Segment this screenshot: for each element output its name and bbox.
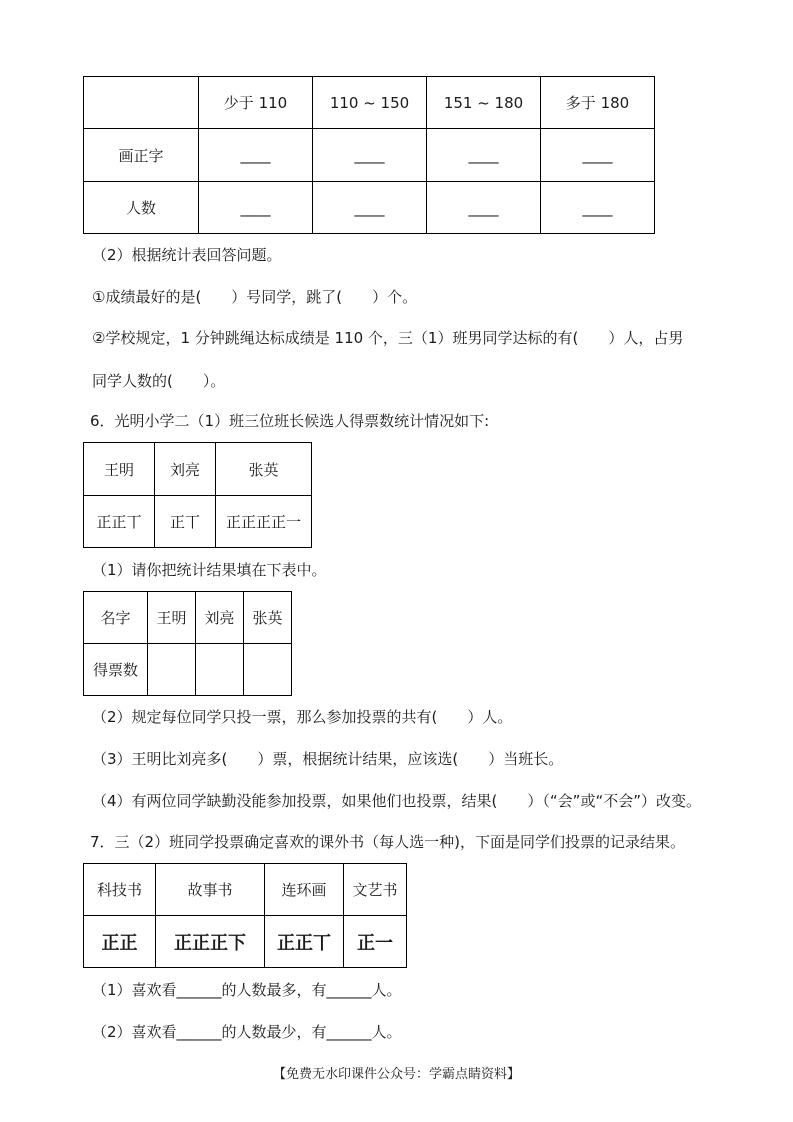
table1-blank-cell[interactable]: ____ [199,129,313,182]
q5-item2-line1: ②学校规定，1 分钟跳绳达标成绩是 110 个，三（1）班男同学达标的有( ）人，占男 [92,329,684,347]
table1-blank-cell[interactable]: ____ [427,182,541,234]
q7-book-table [83,863,407,968]
q6-fill-header-label: 名字 [84,592,148,644]
q6-fill-table [83,591,292,696]
q6-fill-blank[interactable] [244,644,292,696]
q6-part3: （3）王明比刘亮多( ）票，根据统计结果，应该选( ）当班长。 [92,750,564,768]
q6-part2: （2）规定每位同学只投一票，那么参加投票的共有( ）人。 [92,708,513,726]
table1-blank-cell[interactable]: ____ [199,182,313,234]
table1-header-empty [84,77,199,129]
q6-name-cell: 张英 [216,443,312,496]
score-range-table [83,76,655,234]
q7-category: 科技书 [84,864,156,916]
q5-item1: ①成绩最好的是( ）号同学，跳了( ）个。 [92,288,418,306]
q7-tally-cell: 正正 [84,916,156,968]
q5-part2: （2）根据统计表回答问题。 [92,246,282,264]
table1-row-label: 人数 [84,182,199,234]
q5-item2-line2: 同学人数的( ）。 [92,372,226,390]
q6-name-cell: 王明 [84,443,155,496]
table1-header-range: 110 ~ 150 [313,77,427,129]
table1-blank-cell[interactable]: ____ [313,182,427,234]
q6-title: 6．光明小学二（1）班三位班长候选人得票数统计情况如下: [90,412,490,430]
q7-category: 文艺书 [344,864,407,916]
q6-fill-name: 张英 [244,592,292,644]
q6-part1: （1）请你把统计结果填在下表中。 [92,561,327,579]
q7-tally-cell: 正一 [344,916,407,968]
table1-header-range: 少于 110 [199,77,313,129]
q7-category: 故事书 [156,864,265,916]
q7-part2: （2）喜欢看______的人数最少，有______人。 [92,1023,402,1041]
table1-blank-cell[interactable]: ____ [313,129,427,182]
q6-name-cell: 刘亮 [155,443,216,496]
q6-tally-cell: 正正正正一 [216,496,312,548]
q6-fill-name: 王明 [148,592,196,644]
table1-row-label: 画正字 [84,129,199,182]
q6-fill-row-label: 得票数 [84,644,148,696]
table1-blank-cell[interactable]: ____ [427,129,541,182]
q7-part1: （1）喜欢看______的人数最多，有______人。 [92,981,402,999]
q6-fill-blank[interactable] [196,644,244,696]
q6-fill-name: 刘亮 [196,592,244,644]
q6-fill-blank[interactable] [148,644,196,696]
q7-tally-cell: 正正丅 [265,916,344,968]
page-footer: 【免费无水印课件公众号：学霸点睛资料】 [272,1067,520,1082]
q6-tally-cell: 正正丅 [84,496,155,548]
table1-blank-cell[interactable]: ____ [541,129,655,182]
q7-category: 连环画 [265,864,344,916]
table1-blank-cell[interactable]: ____ [541,182,655,234]
q6-votes-table [83,442,312,548]
q6-tally-cell: 正丅 [155,496,216,548]
q6-part4: （4）有两位同学缺勤没能参加投票，如果他们也投票，结果( ）（“会”或“不会”）改变。 [92,792,701,810]
table1-header-range: 多于 180 [541,77,655,129]
q7-title: 7．三（2）班同学投票确定喜欢的课外书（每人选一种)，下面是同学们投票的记录结果。 [90,833,685,851]
table1-header-range: 151 ~ 180 [427,77,541,129]
q7-tally-cell: 正正正下 [156,916,265,968]
